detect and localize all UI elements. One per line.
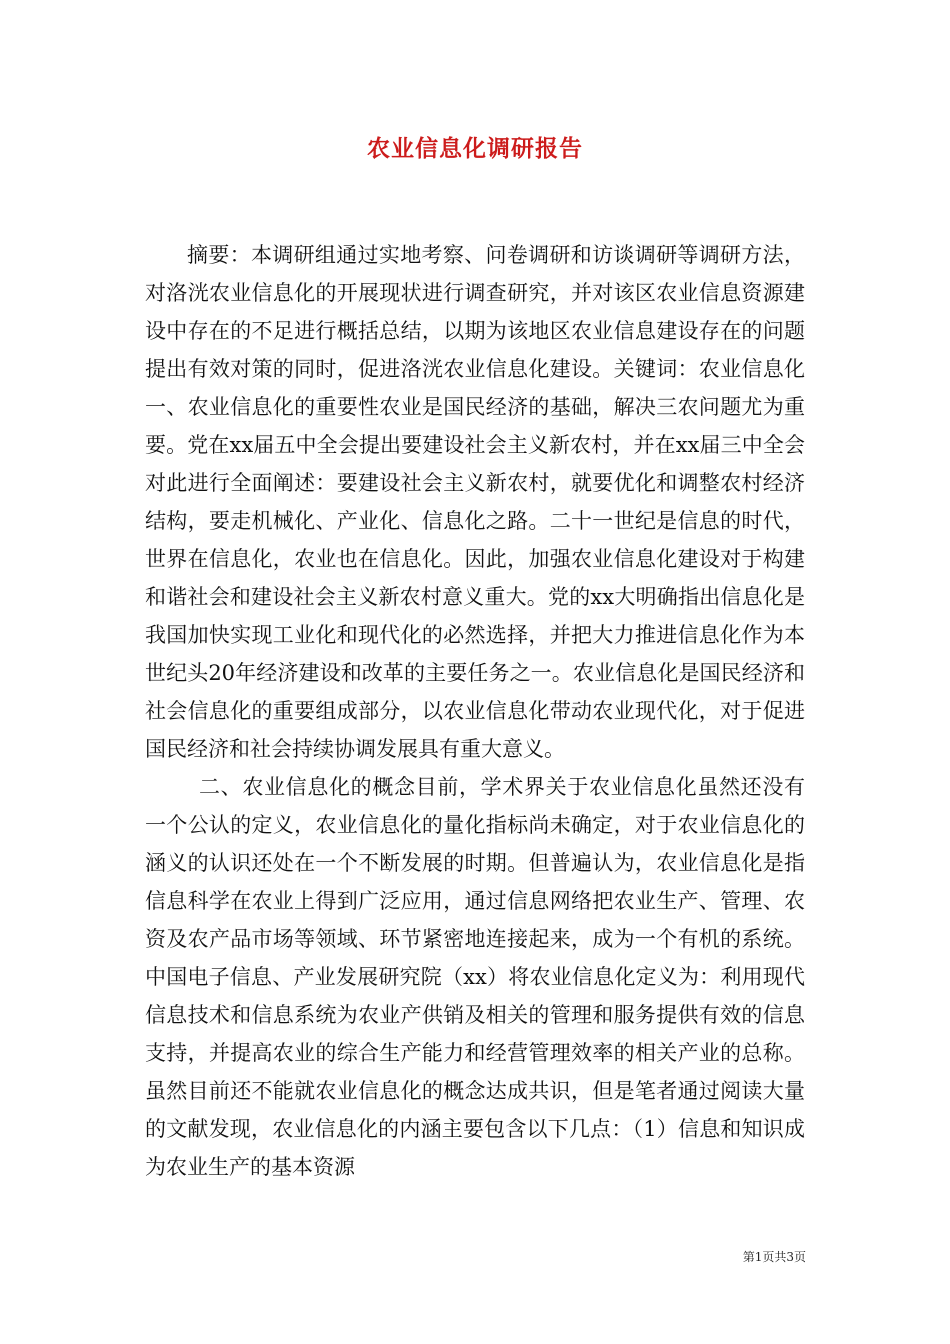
document-body — [145, 236, 805, 1186]
paragraph-concept: 二、农业信息化的概念目前，学术界关于农业信息化虽然还没有一个公认的定义，农业信息化的量化指标尚未确定，对于农业信息化的涵义的认识还处在一个不断发展的时期。但普遍认为，农业信息化是指信息科学在农业上得到广泛应用，通过信息网络把农业生产、管理、农资及农产品市场等领域、环节紧密地连接起来，成为一个有机的系统。中国电子信息、产业发展研究院（xx）将农业信息化定义为：利用现代信息技术和信息系统为农业产供销及相关的管理和服务提供有效的信息支持，并提高农业的综合生产能力和经营管理效率的相关产业的总称。虽然目前还不能就农业信息化的概念达成共识，但是笔者通过阅读大量的文献发现，农业信息化的内涵主要包含以下几点：（1）信息和知识成为农业生产的基本资源 — [145, 775, 805, 1179]
document-title: 农业信息化调研报告 — [367, 135, 583, 162]
paragraph-abstract: 摘要：本调研组通过实地考察、问卷调研和访谈调研等调研方法，对洛洸农业信息化的开展现状进行调查研究，并对该区农业信息资源建设中存在的不足进行概括总结，以期为该地区农业信息建设存在的问题提出有效对策的同时，促进洛洸农业信息化建设。关键词：农业信息化一、农业信息化的重要性农业是国民经济的基础，解决三农问题尤为重要。党在xx届五中全会提出要建设社会主义新农村，并在xx届三中全会对此进行全面阐述：要建设社会主义新农村，就要优化和调整农村经济结构，要走机械化、产业化、信息化之路。二十一世纪是信息的时代，世界在信息化，农业也在信息化。因此，加强农业信息化建设对于构建和谐社会和建设社会主义新农村意义重大。党的xx大明确指出信息化是我国加快实现工业化和现代化的必然选择，并把大力推进信息化作为本世纪头20年经济建设和改革的主要任务之一。农业信息化是国民经济和社会信息化的重要组成部分，以农业信息化带动农业现代化，对于促进国民经济和社会持续协调发展具有重大意义。 — [145, 243, 805, 761]
page-number: 第1页共3页 — [742, 1250, 806, 1264]
